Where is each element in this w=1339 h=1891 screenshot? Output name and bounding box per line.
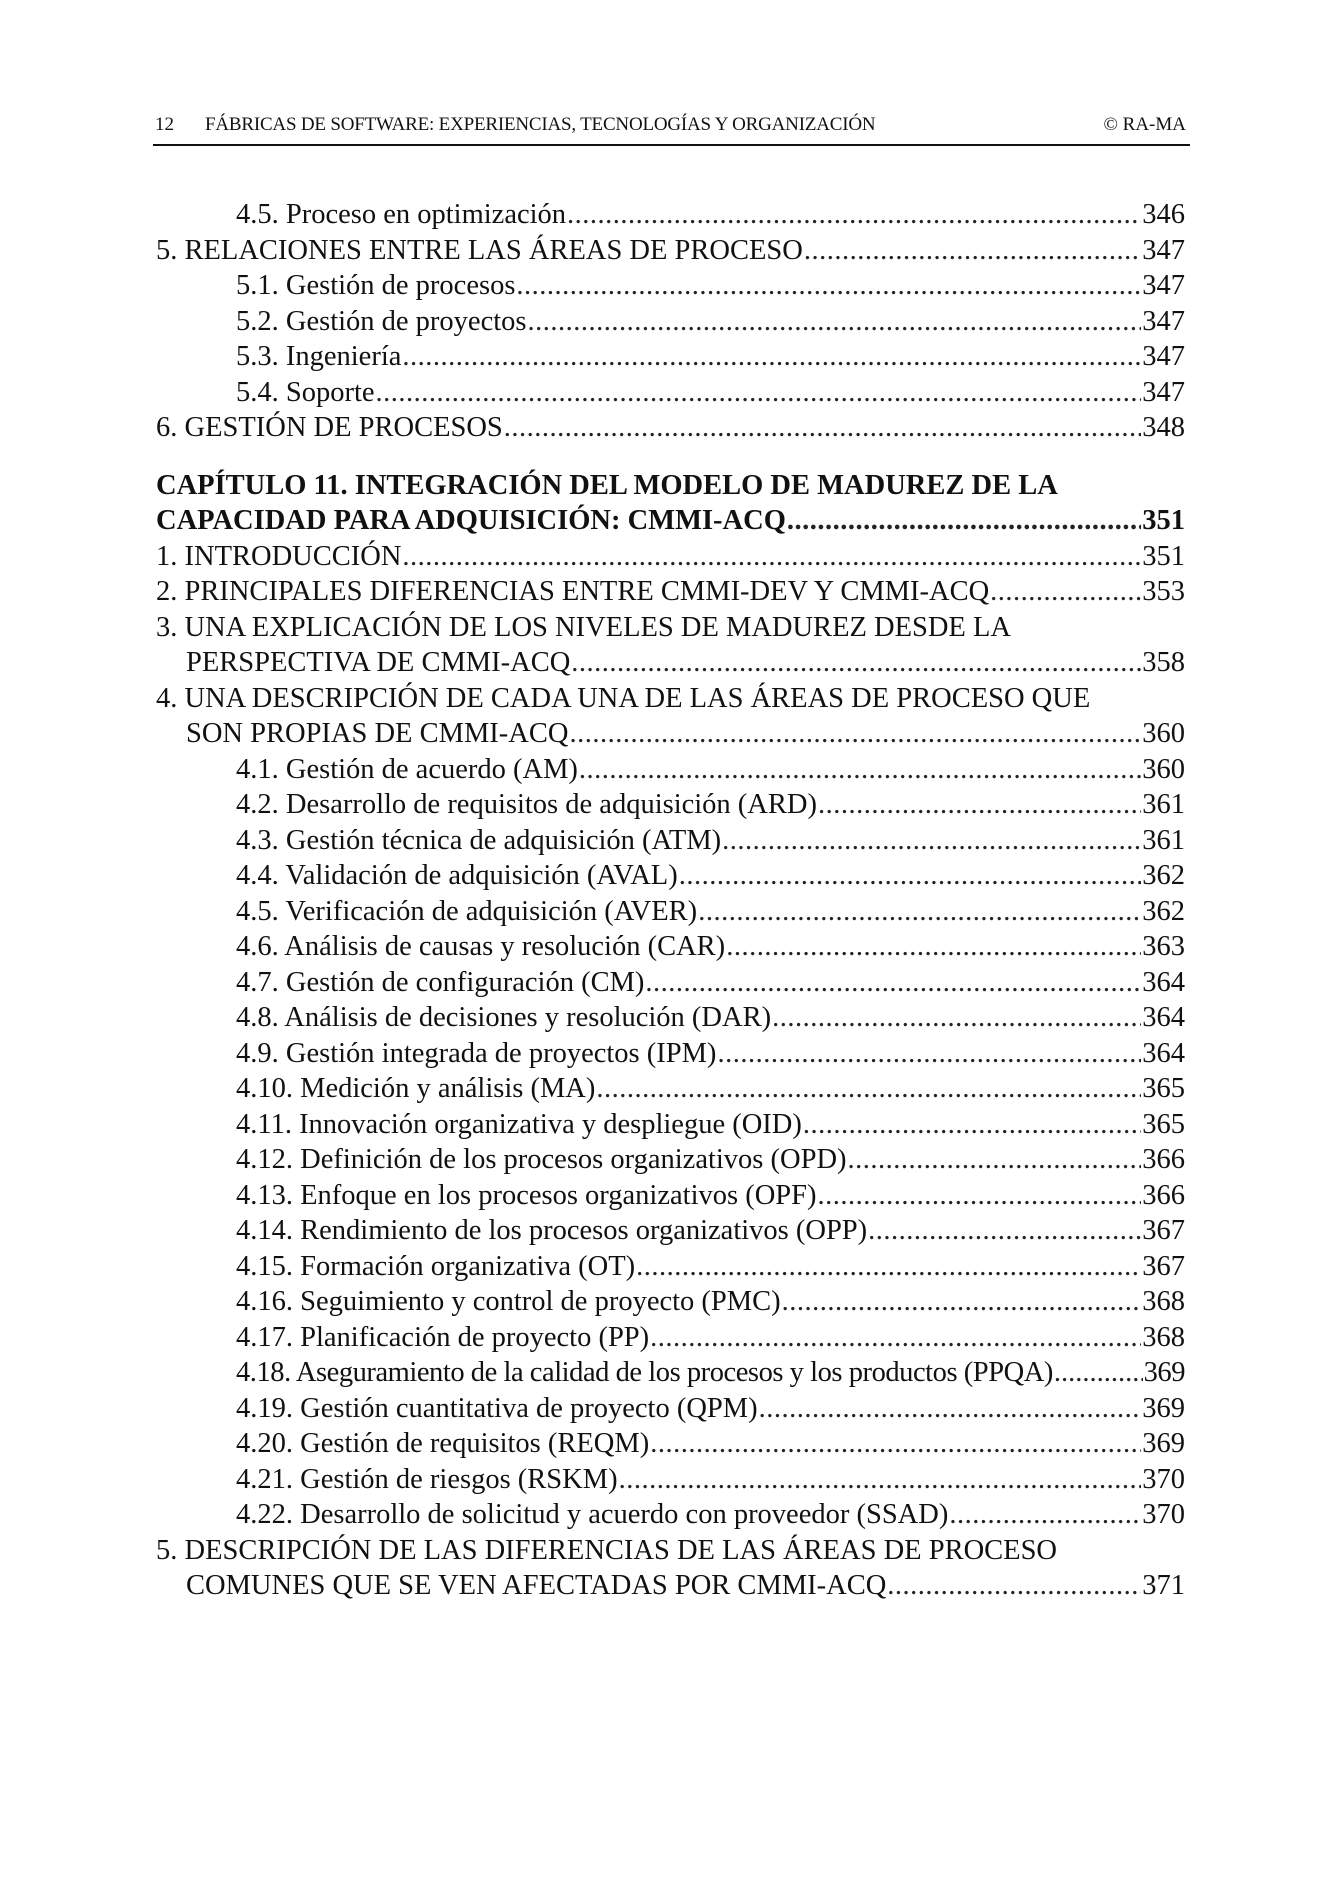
- toc-entry-title: 4.5. Verificación de adquisición (AVER): [236, 895, 698, 927]
- leader-dots: [787, 503, 1141, 539]
- toc-page-number: 369: [1142, 1392, 1185, 1424]
- running-header: [153, 112, 1190, 146]
- toc-entry-title: 4.16. Seguimiento y control de proyecto (PMC): [236, 1286, 781, 1317]
- toc-page-number: 351: [1142, 540, 1185, 572]
- toc-entry-title: 5.4. Soporte: [236, 376, 375, 408]
- toc-entry[interactable]: [156, 233, 1185, 269]
- toc-entry[interactable]: [156, 1284, 1185, 1320]
- toc-entry[interactable]: [156, 1249, 1185, 1285]
- toc-entry-title: 4.11. Innovación organizativa y despliegue (OID): [236, 1108, 802, 1140]
- toc-entry-title: 5.2. Gestión de proyectos: [236, 305, 527, 337]
- toc-entry[interactable]: [156, 1568, 1185, 1604]
- toc-entry[interactable]: [156, 375, 1185, 411]
- toc-entry-title: 5.3. Ingeniería: [236, 341, 402, 372]
- toc-entry-line1[interactable]: 3. UNA EXPLICACIÓN DE LOS NIVELES DE MADUREZ DESDE LA: [156, 611, 1011, 643]
- toc-entry[interactable]: [156, 1391, 1185, 1427]
- toc-page-number: 353: [1142, 576, 1185, 607]
- toc-entry-title: 4.10. Medición y análisis (MA): [236, 1073, 596, 1104]
- leader-dots: [887, 1568, 1141, 1604]
- toc-page-number: 371: [1142, 1570, 1185, 1601]
- toc-entry-title: 4.6. Análisis de causas y resolución (CAR): [236, 931, 726, 962]
- toc-entry-title: 5. RELACIONES ENTRE LAS ÁREAS DE PROCESO: [156, 234, 803, 266]
- publisher-mark: © RA-MA: [1103, 114, 1186, 135]
- toc-entry-title: 4.17. Planificación de proyecto (PP): [236, 1321, 650, 1353]
- leader-dots: [645, 965, 1141, 1001]
- spacer: [156, 446, 1185, 468]
- toc-entry[interactable]: [156, 716, 1185, 752]
- toc-page-number: 362: [1142, 895, 1185, 927]
- leader-dots: [717, 1036, 1141, 1072]
- leader-dots: [569, 716, 1141, 752]
- toc-page-number: 366: [1142, 1179, 1185, 1211]
- toc-entry[interactable]: [156, 1355, 1185, 1391]
- toc-page-number: 347: [1142, 234, 1185, 266]
- leader-dots: [817, 1178, 1141, 1214]
- toc-page-number: 370: [1142, 1463, 1185, 1495]
- toc-entry-title: 4.5. Proceso en optimización: [236, 199, 567, 230]
- toc-page-number: 367: [1142, 1250, 1185, 1282]
- toc-entry-title: 4.9. Gestión integrada de proyectos (IPM): [236, 1037, 717, 1069]
- leader-dots: [636, 1249, 1141, 1285]
- toc-page-number: 351: [1142, 505, 1185, 536]
- toc-page-number: 367: [1142, 1215, 1185, 1246]
- toc-entry-line1[interactable]: 4. UNA DESCRIPCIÓN DE CADA UNA DE LAS ÁREAS DE PROCESO QUE: [156, 682, 1091, 714]
- toc-entry[interactable]: [156, 1000, 1185, 1036]
- leader-dots: [376, 375, 1142, 411]
- toc-entry-title: 4.1. Gestión de acuerdo (AM): [236, 753, 578, 785]
- leader-dots: [679, 858, 1142, 894]
- leader-dots: [571, 645, 1141, 681]
- leader-dots: [949, 1497, 1141, 1533]
- toc-entry[interactable]: [156, 645, 1185, 681]
- leader-dots: [722, 823, 1141, 859]
- leader-dots: [868, 1213, 1141, 1249]
- toc-entry-title: 5.1. Gestión de procesos: [236, 270, 516, 301]
- leader-dots: [803, 1107, 1141, 1143]
- chapter-entry[interactable]: [156, 503, 1185, 539]
- toc-entry-title: 1. INTRODUCCIÓN: [156, 540, 402, 572]
- toc-entry[interactable]: [156, 539, 1185, 575]
- toc-entry[interactable]: [156, 787, 1185, 823]
- leader-dots: [726, 929, 1141, 965]
- toc-entry[interactable]: [156, 1071, 1185, 1107]
- table-of-contents: [156, 197, 1185, 1604]
- toc-entry[interactable]: [156, 410, 1185, 446]
- toc-page-number: 346: [1142, 199, 1185, 230]
- leader-dots: [759, 1391, 1142, 1427]
- toc-entry[interactable]: [156, 929, 1185, 965]
- toc-entry[interactable]: [156, 858, 1185, 894]
- leader-dots: [818, 787, 1141, 823]
- book-title: FÁBRICAS DE SOFTWARE: EXPERIENCIAS, TECNOLOGÍAS Y ORGANIZACIÓN: [205, 114, 876, 135]
- toc-entry-title: 4.2. Desarrollo de requisitos de adquisición (ARD): [236, 789, 817, 820]
- toc-page-number: 370: [1142, 1499, 1185, 1530]
- toc-page-number: 364: [1142, 1002, 1185, 1033]
- leader-dots: [848, 1142, 1142, 1178]
- toc-entry[interactable]: [156, 965, 1185, 1001]
- toc-entry[interactable]: [156, 1107, 1185, 1143]
- toc-entry-title: 4.7. Gestión de configuración (CM): [236, 966, 645, 998]
- toc-entry[interactable]: [156, 339, 1185, 375]
- toc-entry[interactable]: [156, 304, 1185, 340]
- toc-entry-title: 4.3. Gestión técnica de adquisición (ATM): [236, 824, 722, 856]
- toc-page-number: 365: [1142, 1073, 1185, 1104]
- toc-entry[interactable]: [156, 574, 1185, 610]
- toc-page-number: 347: [1142, 376, 1185, 408]
- toc-page-number: 348: [1142, 412, 1185, 443]
- leader-dots: [650, 1320, 1141, 1356]
- toc-entry-title: 6. GESTIÓN DE PROCESOS: [156, 412, 503, 443]
- toc-entry-title: PERSPECTIVA DE CMMI-ACQ: [186, 647, 571, 678]
- toc-page-number: 365: [1142, 1108, 1185, 1140]
- toc-entry-title: 4.19. Gestión cuantitativa de proyecto (QPM): [236, 1392, 758, 1424]
- toc-page-number: 362: [1142, 860, 1185, 891]
- toc-page-number: 347: [1142, 270, 1185, 301]
- leader-dots: [402, 539, 1141, 575]
- toc-entry[interactable]: [156, 1036, 1185, 1072]
- leader-dots: [619, 1462, 1142, 1498]
- leader-dots: [402, 339, 1141, 375]
- toc-entry[interactable]: [156, 197, 1185, 233]
- toc-page-number: 358: [1142, 647, 1185, 678]
- leader-dots: [504, 410, 1141, 446]
- toc-page-number: 361: [1142, 789, 1185, 820]
- toc-entry-title: COMUNES QUE SE VEN AFECTADAS POR CMMI-ACQ: [186, 1570, 887, 1601]
- toc-entry-title: 2. PRINCIPALES DIFERENCIAS ENTRE CMMI-DEV Y CMMI-ACQ: [156, 576, 990, 607]
- toc-entry-title: 4.8. Análisis de decisiones y resolución (DAR): [236, 1002, 772, 1033]
- leader-dots: [698, 894, 1141, 930]
- toc-entry[interactable]: [156, 1497, 1185, 1533]
- toc-entry[interactable]: [156, 894, 1185, 930]
- toc-page-number: 364: [1142, 966, 1185, 998]
- toc-entry-title: 4.13. Enfoque en los procesos organizativos (OPF): [236, 1179, 817, 1211]
- toc-entry[interactable]: [156, 752, 1185, 788]
- chapter-title-line2: CAPACIDAD PARA ADQUISICIÓN: CMMI-ACQ: [156, 505, 786, 536]
- leader-dots: [804, 233, 1141, 269]
- toc-page-number: 347: [1142, 305, 1185, 337]
- toc-page-number: 360: [1142, 753, 1185, 785]
- toc-page-number: 368: [1142, 1286, 1185, 1317]
- toc-entry[interactable]: [156, 1178, 1185, 1214]
- leader-dots: [527, 304, 1141, 340]
- toc-entry[interactable]: [156, 268, 1185, 304]
- toc-page-number: 369: [1143, 1357, 1185, 1388]
- toc-page-number: 364: [1142, 1037, 1185, 1069]
- page-number: 12: [155, 114, 174, 135]
- toc-entry[interactable]: [156, 1142, 1185, 1178]
- leader-dots: [1054, 1355, 1143, 1391]
- toc-entry-title: SON PROPIAS DE CMMI-ACQ: [186, 718, 569, 749]
- chapter-title-line1[interactable]: CAPÍTULO 11. INTEGRACIÓN DEL MODELO DE MADUREZ DE LA: [156, 469, 1058, 501]
- leader-dots: [596, 1071, 1141, 1107]
- toc-entry-title: 4.20. Gestión de requisitos (REQM): [236, 1428, 650, 1459]
- leader-dots: [650, 1426, 1141, 1462]
- toc-page-number: 369: [1142, 1428, 1185, 1459]
- leader-dots: [990, 574, 1141, 610]
- toc-entry[interactable]: [156, 823, 1185, 859]
- toc-entry[interactable]: [156, 1320, 1185, 1356]
- toc-page-number: 363: [1142, 931, 1185, 962]
- toc-entry-title: 4.22. Desarrollo de solicitud y acuerdo con proveedor (SSAD): [236, 1499, 949, 1530]
- leader-dots: [782, 1284, 1142, 1320]
- toc-entry-title: 4.18. Aseguramiento de la calidad de los procesos y los productos (PPQA): [236, 1357, 1053, 1388]
- toc-page-number: 347: [1142, 341, 1185, 372]
- toc-page-number: 366: [1142, 1144, 1185, 1175]
- toc-entry[interactable]: [156, 1213, 1185, 1249]
- toc-entry-line1[interactable]: 5. DESCRIPCIÓN DE LAS DIFERENCIAS DE LAS ÁREAS DE PROCESO: [156, 1534, 1058, 1566]
- toc-entry-title: 4.12. Definición de los procesos organizativos (OPD): [236, 1144, 847, 1175]
- leader-dots: [567, 197, 1141, 233]
- toc-entry-title: 4.15. Formación organizativa (OT): [236, 1250, 636, 1282]
- leader-dots: [772, 1000, 1141, 1036]
- toc-page-number: 368: [1142, 1321, 1185, 1353]
- toc-entry[interactable]: [156, 1462, 1185, 1498]
- toc-page-number: 360: [1142, 718, 1185, 749]
- toc-page-number: 361: [1142, 824, 1185, 856]
- toc-entry-title: 4.4. Validación de adquisición (AVAL): [236, 860, 678, 891]
- leader-dots: [516, 268, 1141, 304]
- leader-dots: [579, 752, 1141, 788]
- toc-entry-title: 4.21. Gestión de riesgos (RSKM): [236, 1463, 618, 1495]
- toc-entry[interactable]: [156, 1426, 1185, 1462]
- toc-entry-title: 4.14. Rendimiento de los procesos organizativos (OPP): [236, 1215, 868, 1246]
